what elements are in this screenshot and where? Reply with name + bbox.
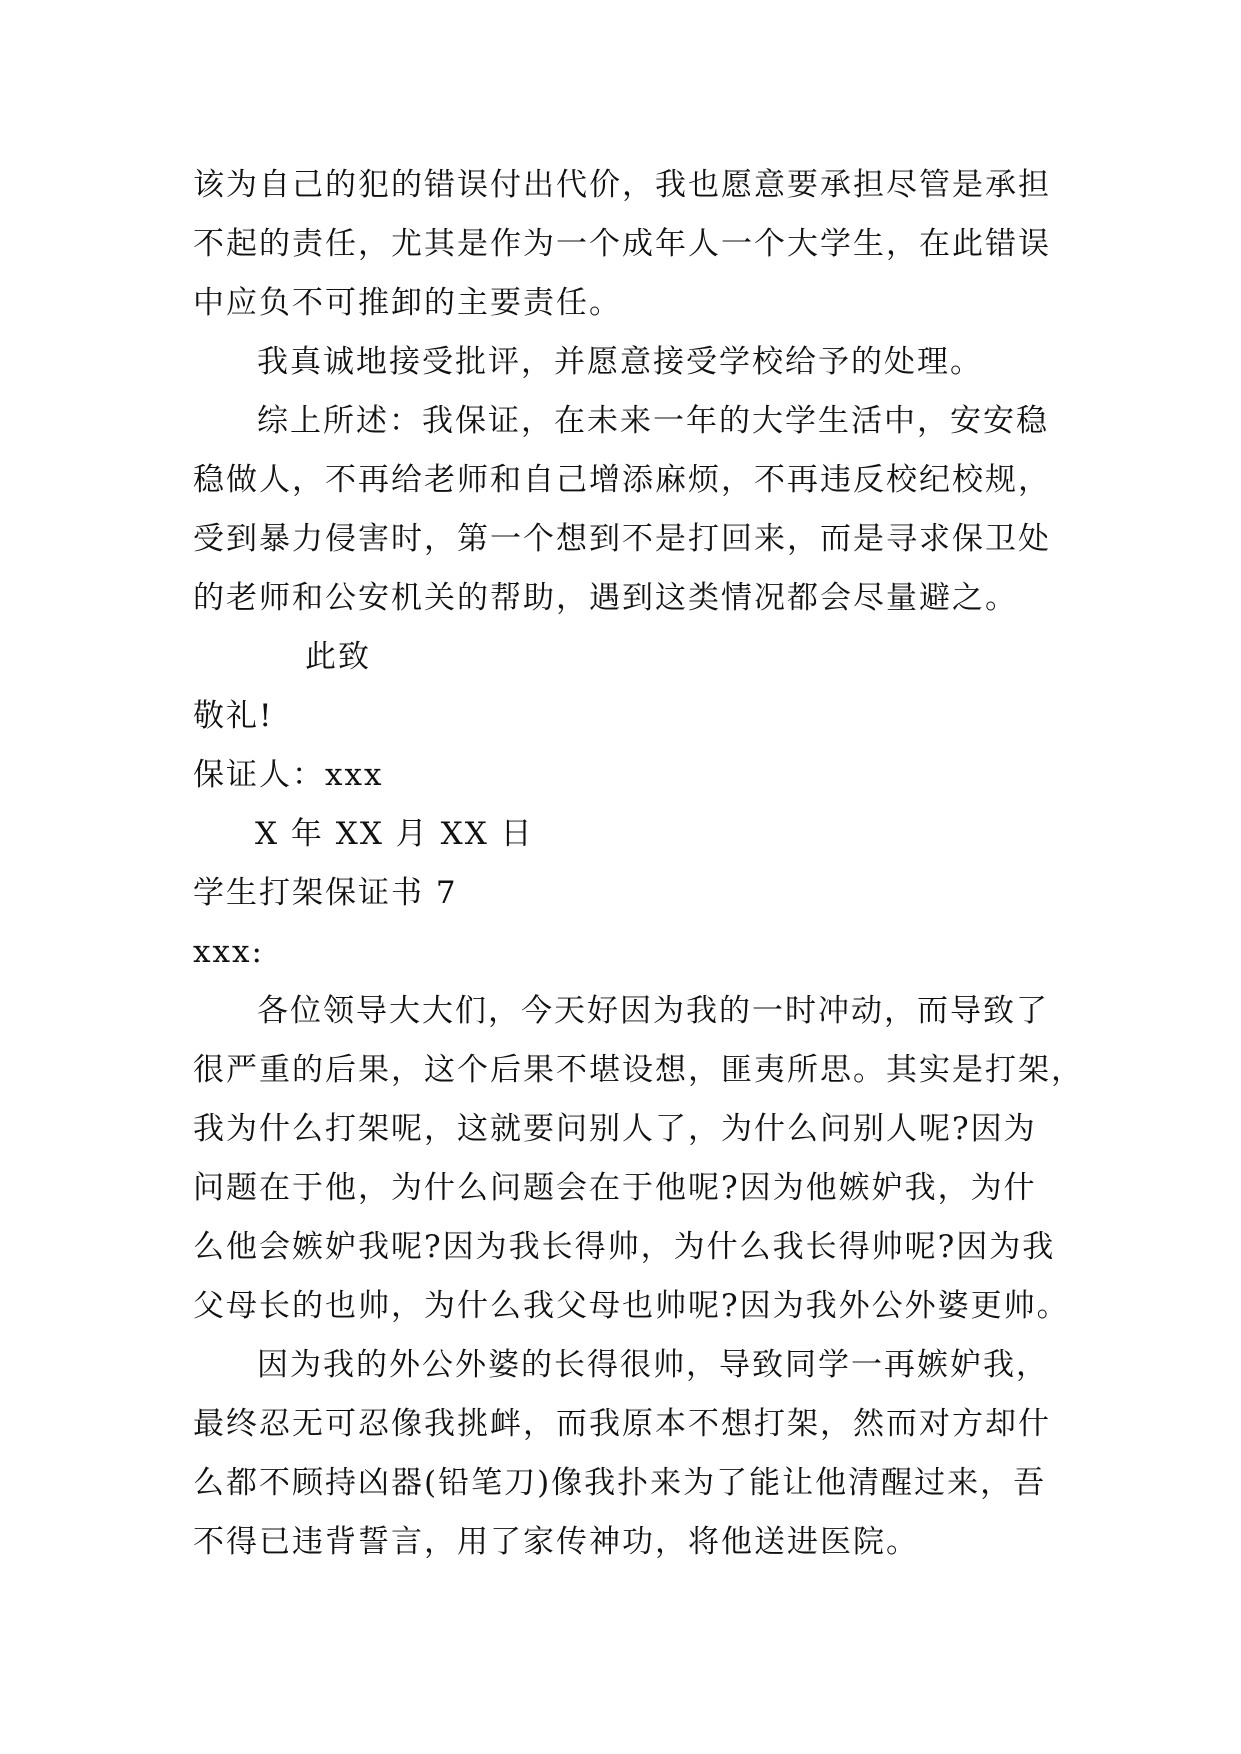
paragraph-line: 受到暴力侵害时，第一个想到不是打回来，而是寻求保卫处: [193, 521, 1051, 557]
paragraph-line: 各位领导大大们，今天好因为我的一时冲动，而导致了: [257, 993, 1049, 1029]
paragraph-line: 问题在于他，为什么问题会在于他呢?因为他嫉妒我，为什: [193, 1170, 1037, 1206]
section-title: 学生打架保证书 7: [193, 875, 458, 911]
paragraph-line: 稳做人，不再给老师和自己增添麻烦，不再违反校纪校规，: [193, 462, 1051, 498]
paragraph-line: 中应负不可推卸的主要责任。: [193, 285, 622, 321]
paragraph-line: 该为自己的犯的错误付出代价，我也愿意要承担尽管是承担: [193, 167, 1051, 203]
paragraph-line: 我为什么打架呢，这就要问别人了，为什么问别人呢?因为: [193, 1111, 1037, 1147]
paragraph-line: 最终忍无可忍像我挑衅，而我原本不想打架，然而对方却什: [193, 1406, 1051, 1442]
closing-line: 敬礼!: [193, 698, 274, 734]
paragraph-line: 很严重的后果，这个后果不堪设想，匪夷所思。其实是打架，: [193, 1052, 1084, 1088]
paragraph-line: 父母长的也帅，为什么我父母也帅呢?因为我外公外婆更帅。: [193, 1288, 1070, 1324]
paragraph-line: 我真诚地接受批评，并愿意接受学校给予的处理。: [257, 344, 983, 380]
paragraph-line: 么他会嫉妒我呢?因为我长得帅，为什么我长得帅呢?因为我: [193, 1229, 1056, 1265]
paragraph-line: 么都不顾持凶器(铅笔刀)像我扑来为了能让他清醒过来，吾: [193, 1465, 1047, 1501]
date-line: X 年 XX 月 XX 日: [255, 816, 534, 852]
signer-line: 保证人：xxx: [193, 757, 384, 793]
paragraph-line: 不起的责任，尤其是作为一个成年人一个大学生，在此错误: [193, 226, 1051, 262]
paragraph-line: 不得已违背誓言，用了家传神功，将他送进医院。: [193, 1524, 919, 1560]
paragraph-line: 因为我的外公外婆的长得很帅，导致同学一再嫉妒我，: [257, 1347, 1049, 1383]
paragraph-line: 综上所述：我保证，在未来一年的大学生活中，安安稳: [257, 403, 1049, 439]
document-body: [193, 156, 1084, 1572]
salutation-line: 此致: [305, 639, 371, 675]
paragraph-line: 的老师和公安机关的帮助，遇到这类情况都会尽量避之。: [193, 580, 1018, 616]
addressee-line: xxx:: [193, 934, 264, 970]
